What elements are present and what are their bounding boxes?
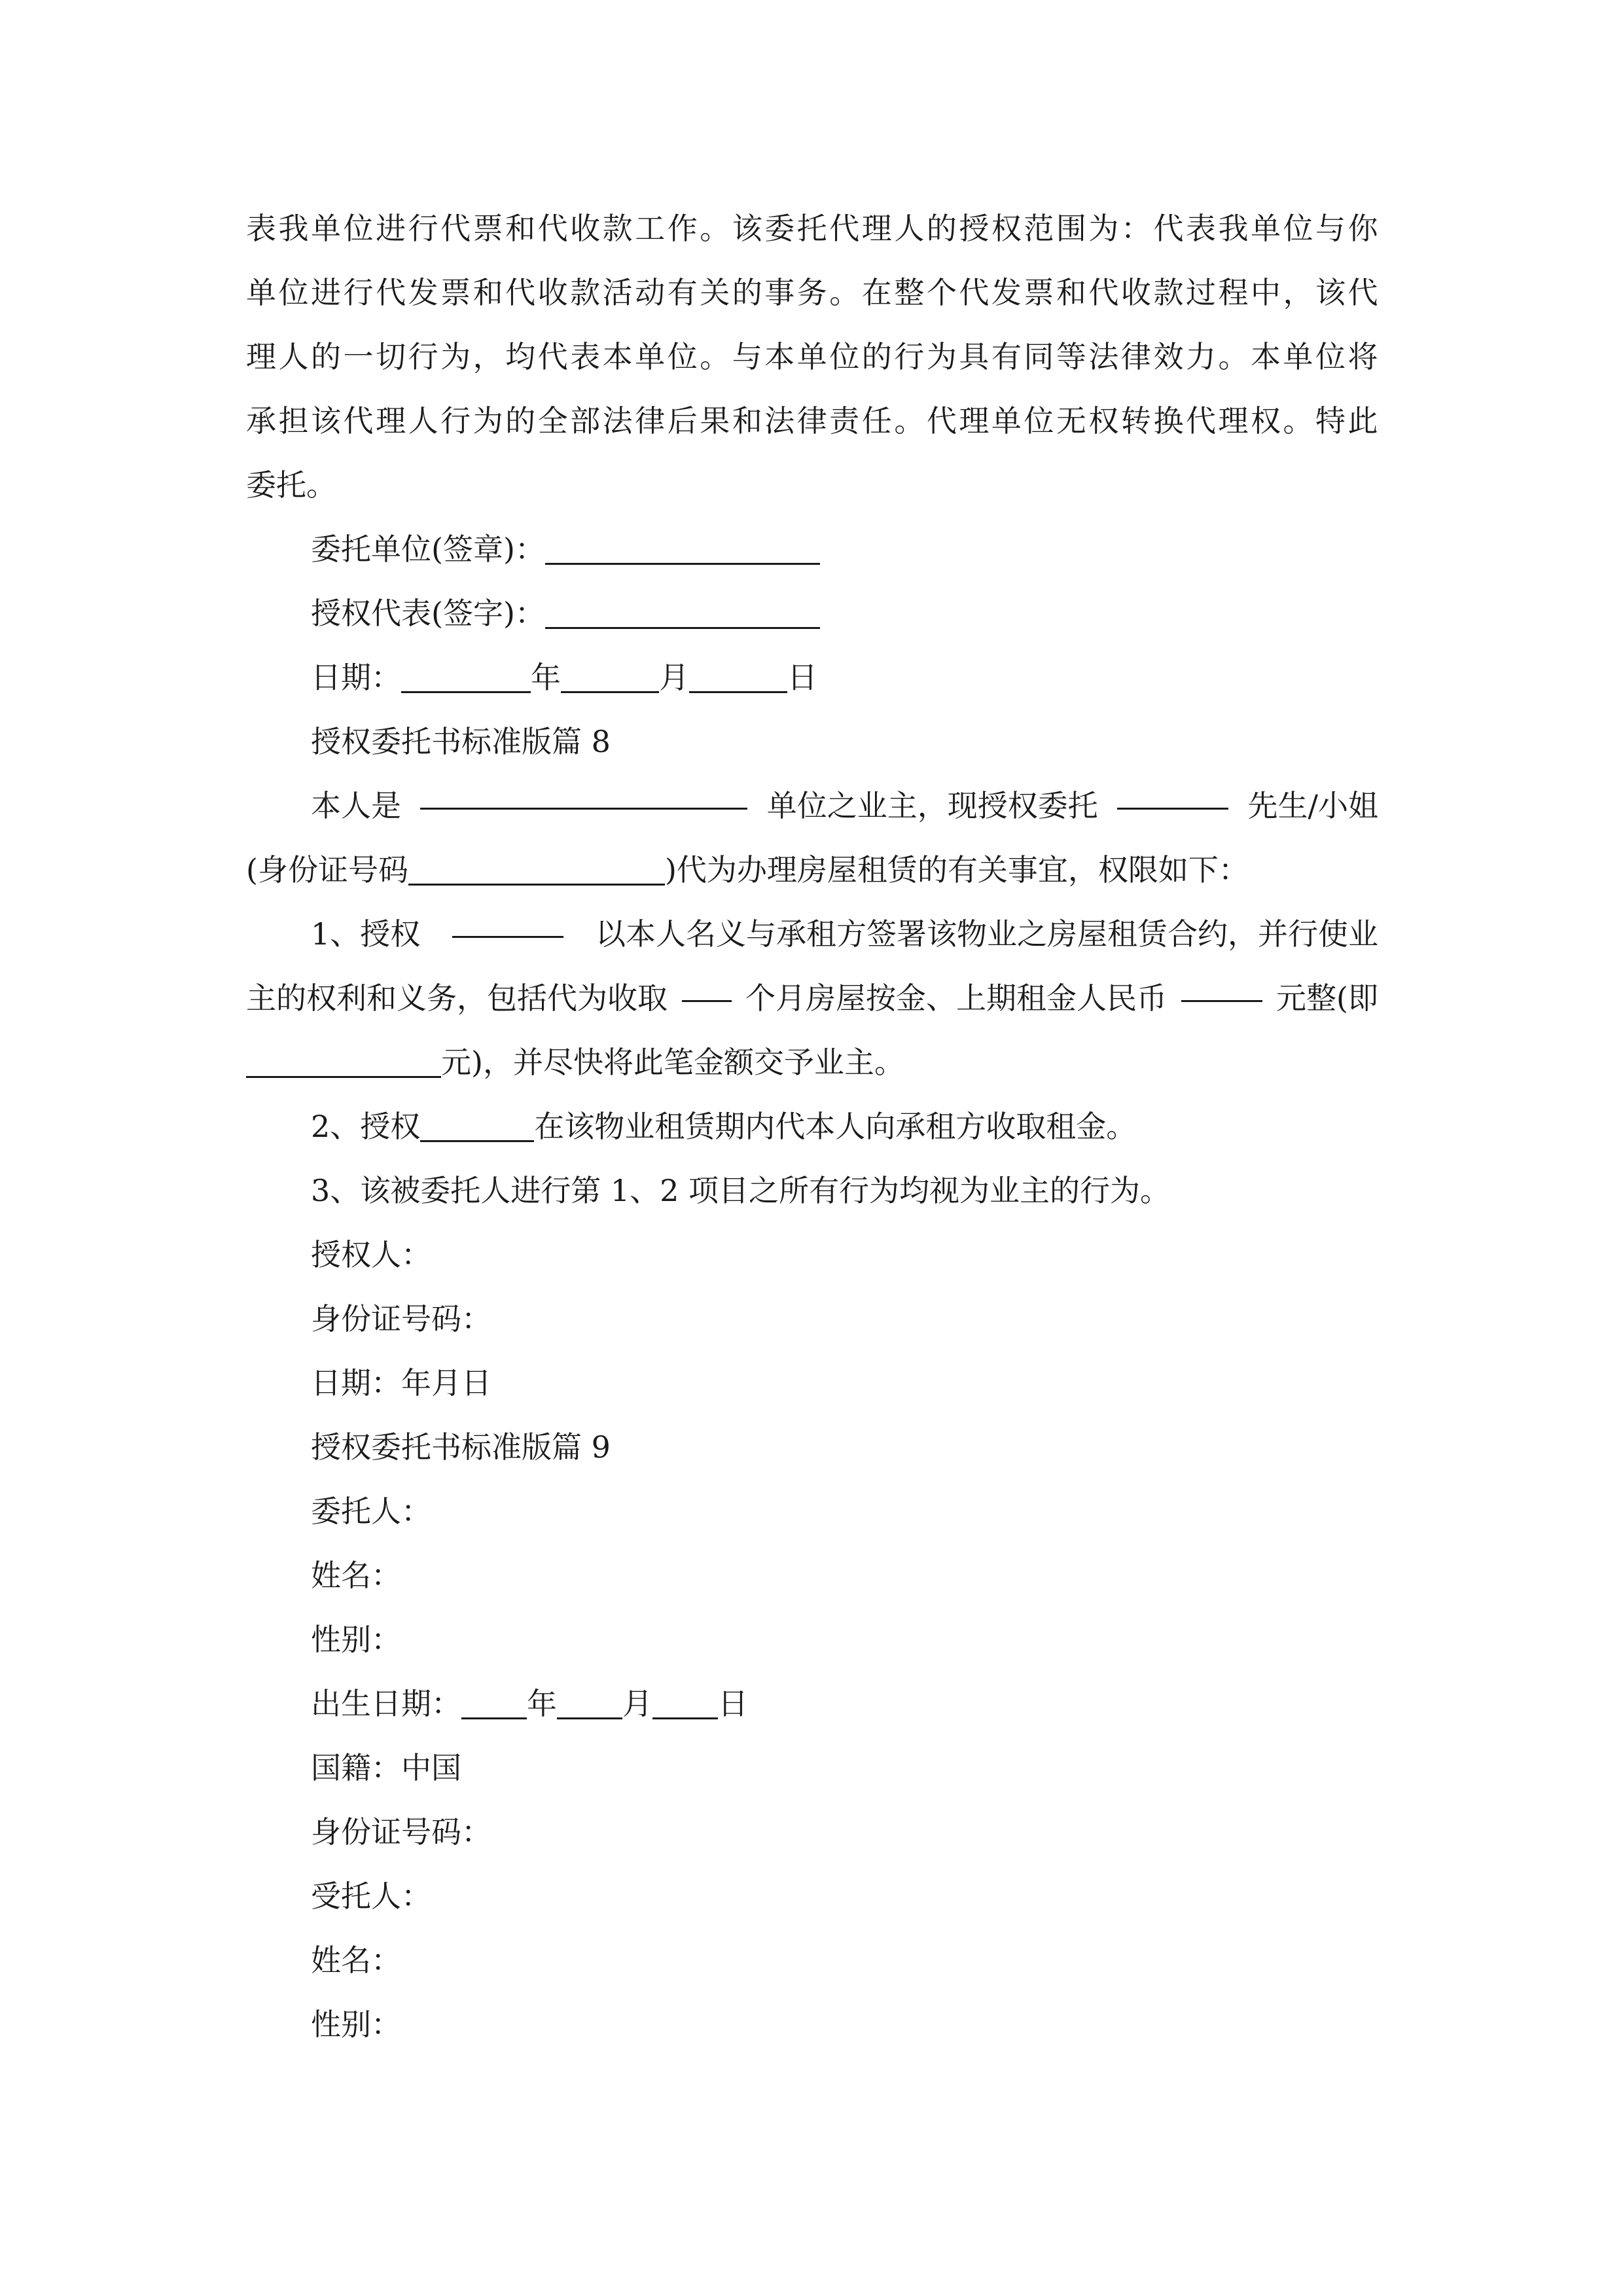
sign-unit-label: 委托单位(签章)： (311, 531, 545, 567)
sign-unit-line (246, 517, 1378, 581)
item1-text-f: 元)，并尽快将此笔金额交予业主。 (441, 1045, 904, 1080)
p8-line1 (246, 774, 1378, 838)
glyph: 理 (959, 403, 990, 439)
glyph: 程 (1218, 275, 1249, 310)
principal-id-line: 身份证号码： (311, 1814, 491, 1850)
glyph: 担 (278, 403, 309, 439)
item1-blank (452, 902, 563, 938)
glyph: 责 (829, 403, 860, 439)
glyph: 代 (959, 275, 990, 310)
date-label: 日期： (311, 660, 401, 695)
item1-line1 (246, 902, 1378, 966)
glyph: 款 (602, 211, 633, 246)
p8-text-e: )代为办理房屋租赁的有关事宜，权限如下： (664, 852, 1249, 888)
glyph: 均 (505, 339, 536, 374)
glyph: 务 (796, 275, 827, 310)
paragraph-line (246, 196, 1378, 260)
glyph: 位 (1315, 339, 1346, 374)
year-blank (401, 657, 531, 693)
glyph: 我 (278, 211, 309, 246)
glyph: ， (473, 339, 503, 374)
glyph: 单 (991, 403, 1022, 439)
glyph: 工 (635, 211, 666, 246)
glyph: 具 (959, 339, 990, 374)
item2-line (246, 1094, 1378, 1158)
glyph: 范 (1024, 211, 1054, 246)
amount-words-blank (246, 1042, 441, 1078)
glyph: 后 (667, 403, 698, 439)
rent-amount-blank (1181, 966, 1262, 1002)
sign-rep-label: 授权代表(签字)： (311, 596, 545, 631)
sign-unit-blank (545, 529, 820, 565)
agent-name-line: 姓名： (311, 1943, 401, 1978)
glyph: 收 (570, 211, 601, 246)
glyph: 作 (667, 211, 698, 246)
glyph: 该 (732, 211, 762, 246)
owner-unit-blank (420, 774, 747, 810)
principal-name-line: 姓名： (311, 1558, 401, 1593)
glyph: 位 (1283, 211, 1313, 246)
day-char: 日 (787, 660, 817, 695)
glyph: 理 (1218, 403, 1249, 439)
glyph: 代 (829, 211, 860, 246)
glyph: 有 (667, 275, 698, 310)
glyph: 过 (1185, 275, 1216, 310)
glyph: 和 (732, 403, 762, 439)
glyph: 代 (537, 339, 568, 374)
principal-gender-line: 性别： (311, 1622, 401, 1657)
birth-label: 出生日期： (311, 1686, 461, 1721)
item1-text-c: 主的权利和义务，包括代为收取 (246, 980, 668, 1016)
glyph: 的 (861, 339, 892, 374)
glyph: 整 (894, 275, 925, 310)
glyph: 律 (796, 403, 827, 439)
glyph: 行 (343, 275, 374, 310)
glyph: 本 (764, 339, 795, 374)
glyph: 人 (894, 211, 925, 246)
glyph: 理 (246, 339, 276, 374)
glyph: 的 (926, 211, 957, 246)
item2-text-a: 2、授权 (311, 1109, 421, 1144)
glyph: 位 (829, 339, 860, 374)
glyph: 代 (1153, 211, 1184, 246)
item2-text-b: 在该物业租赁期内代本人向承租方收取租金。 (534, 1109, 1137, 1144)
month-char: 月 (659, 660, 689, 695)
birth-month-char: 月 (622, 1686, 652, 1721)
glyph: 代 (343, 403, 374, 439)
glyph: 表 (246, 211, 276, 246)
agent-gender-line: 性别： (311, 2007, 401, 2042)
principal-line: 委托人： (311, 1494, 431, 1529)
glyph: 和 (473, 275, 503, 310)
glyph: 在 (861, 275, 892, 310)
glyph: 代 (1185, 403, 1216, 439)
glyph: 果 (700, 403, 730, 439)
glyph: 托 (796, 211, 827, 246)
glyph: 等 (1056, 339, 1086, 374)
glyph: 票 (1024, 275, 1054, 310)
glyph: 为 (1088, 211, 1119, 246)
glyph: 款 (1153, 275, 1184, 310)
glyph: 人 (408, 403, 438, 439)
glyph: 。 (1283, 403, 1313, 439)
glyph: 代 (1088, 275, 1119, 310)
glyph: 位 (343, 211, 374, 246)
glyph: 你 (1347, 211, 1378, 246)
glyph: 的 (311, 339, 342, 374)
glyph: 。 (1218, 339, 1249, 374)
glyph: 个 (926, 275, 957, 310)
glyph: 授 (959, 211, 990, 246)
item1-text-a: 1、授权 (311, 916, 421, 952)
birth-date-line (246, 1672, 1378, 1736)
item1-line2 (246, 966, 1378, 1030)
year-char: 年 (531, 660, 561, 695)
birth-day-blank (652, 1683, 718, 1719)
glyph: 票 (473, 211, 503, 246)
glyph: 位 (278, 275, 309, 310)
glyph: 代 (376, 275, 406, 310)
glyph: ： (1120, 211, 1151, 246)
glyph: 人 (278, 339, 309, 374)
glyph: 效 (1153, 339, 1184, 374)
glyph: 位 (1024, 403, 1054, 439)
glyph: 事 (764, 275, 795, 310)
glyph: 为 (926, 339, 957, 374)
glyph: 法 (1088, 339, 1119, 374)
glyph: 活 (602, 275, 633, 310)
glyph: 特 (1315, 403, 1346, 439)
glyph: 的 (732, 275, 762, 310)
sign-rep-blank (545, 593, 820, 629)
birth-year-char: 年 (527, 1686, 557, 1721)
glyph: 代 (926, 403, 957, 439)
item2-blank (420, 1106, 534, 1142)
glyph: 单 (635, 339, 666, 374)
paragraph-line (246, 389, 1378, 453)
glyph: 。 (700, 339, 730, 374)
sign-rep-line (246, 581, 1378, 645)
glyph: 票 (440, 275, 471, 310)
glyph: 律 (635, 403, 666, 439)
glyph: 转 (1120, 403, 1151, 439)
glyph: 为 (440, 339, 471, 374)
glyph: 中 (1250, 275, 1281, 310)
item3-line: 3、该被委托人进行第 1、2 项目之所有行为均视为业主的行为。 (311, 1173, 1171, 1208)
glyph: 权 (1088, 403, 1119, 439)
item1-line3 (246, 1030, 1378, 1094)
glyph: 无 (1056, 403, 1086, 439)
glyph: 法 (764, 403, 795, 439)
glyph: 与 (1315, 211, 1346, 246)
glyph: 我 (1218, 211, 1249, 246)
birth-day-char: 日 (718, 1686, 748, 1721)
glyph: 和 (1056, 275, 1086, 310)
glyph: 全 (537, 403, 568, 439)
id-line: 身份证号码： (311, 1301, 491, 1336)
glyph: 代 (537, 211, 568, 246)
glyph: 此 (1347, 403, 1378, 439)
paragraph-line: 委托。 (246, 467, 336, 503)
date-plain-line: 日期：年月日 (311, 1365, 491, 1401)
glyph: 单 (796, 339, 827, 374)
item1-text-e: 元整(即 (1276, 980, 1378, 1016)
glyph: 行 (408, 339, 438, 374)
item1-text-d: 个月房屋按金、上期租金人民币 (745, 980, 1167, 1016)
glyph: 进 (376, 211, 406, 246)
glyph: 代 (505, 275, 536, 310)
glyph: 动 (635, 275, 666, 310)
document-body (246, 196, 1378, 2056)
glyph: 本 (1250, 339, 1281, 374)
glyph: 权 (1250, 403, 1281, 439)
month-blank (561, 657, 659, 693)
glyph: 同 (1024, 339, 1054, 374)
agent-line: 受托人： (311, 1878, 431, 1914)
glyph: 单 (246, 275, 276, 310)
glyph: 本 (602, 339, 633, 374)
section-heading-8: 授权委托书标准版篇 8 (311, 724, 611, 759)
glyph: 发 (408, 275, 438, 310)
glyph: 为 (473, 403, 503, 439)
glyph: 代 (440, 211, 471, 246)
glyph: 进 (311, 275, 342, 310)
glyph: 。 (700, 211, 730, 246)
glyph: 围 (1056, 211, 1086, 246)
glyph: 行 (894, 339, 925, 374)
glyph: 行 (408, 211, 438, 246)
glyph: 与 (732, 339, 762, 374)
glyph: 该 (311, 403, 342, 439)
glyph: 任 (861, 403, 892, 439)
p8-text-d: (身份证号码 (246, 852, 408, 888)
item1-text-b: 以本人名义与承租方签署该物业之房屋租赁合约，并行使业 (596, 916, 1378, 952)
glyph: 表 (570, 339, 601, 374)
glyph: 收 (1120, 275, 1151, 310)
glyph: 律 (1120, 339, 1151, 374)
nationality-line: 国籍：中国 (311, 1750, 461, 1785)
deposit-months-blank (682, 966, 732, 1002)
agent-name-blank (1117, 774, 1228, 810)
glyph: 委 (764, 211, 795, 246)
glyph: 单 (1250, 211, 1281, 246)
glyph: 关 (700, 275, 730, 310)
glyph: 的 (505, 403, 536, 439)
glyph: 将 (1347, 339, 1378, 374)
birth-year-blank (461, 1683, 527, 1719)
glyph: 。 (829, 275, 860, 310)
glyph: 和 (505, 211, 536, 246)
glyph: 。 (894, 403, 925, 439)
glyph: 换 (1153, 403, 1184, 439)
paragraph-line (246, 325, 1378, 389)
glyph: 行 (440, 403, 471, 439)
p8-text-c: 先生/小姐 (1247, 788, 1378, 823)
glyph: 代 (1347, 275, 1378, 310)
id-number-blank (408, 850, 665, 886)
birth-month-blank (557, 1683, 622, 1719)
glyph: 一 (343, 339, 374, 374)
glyph: 该 (1315, 275, 1346, 310)
day-blank (689, 657, 787, 693)
grantor-line: 授权人： (311, 1237, 431, 1272)
glyph: 权 (991, 211, 1022, 246)
glyph: 收 (537, 275, 568, 310)
p8-text-b: 单位之业主，现授权委托 (766, 788, 1098, 823)
glyph: 位 (667, 339, 698, 374)
glyph: 切 (376, 339, 406, 374)
glyph: 部 (570, 403, 601, 439)
glyph: 理 (376, 403, 406, 439)
glyph: 款 (570, 275, 601, 310)
glyph: 承 (246, 403, 276, 439)
glyph: 表 (1185, 211, 1216, 246)
glyph: 理 (861, 211, 892, 246)
p8-text-a: 本人是 (311, 788, 401, 823)
glyph: 单 (1283, 339, 1313, 374)
glyph: 发 (991, 275, 1022, 310)
p8-line2 (246, 838, 1378, 902)
paragraph-line (246, 260, 1378, 325)
glyph: 力 (1185, 339, 1216, 374)
section-heading-9: 授权委托书标准版篇 9 (311, 1429, 611, 1465)
glyph: 法 (602, 403, 633, 439)
glyph: 单 (311, 211, 342, 246)
glyph: ， (1283, 275, 1313, 310)
glyph: 有 (991, 339, 1022, 374)
date-line (246, 645, 1378, 709)
